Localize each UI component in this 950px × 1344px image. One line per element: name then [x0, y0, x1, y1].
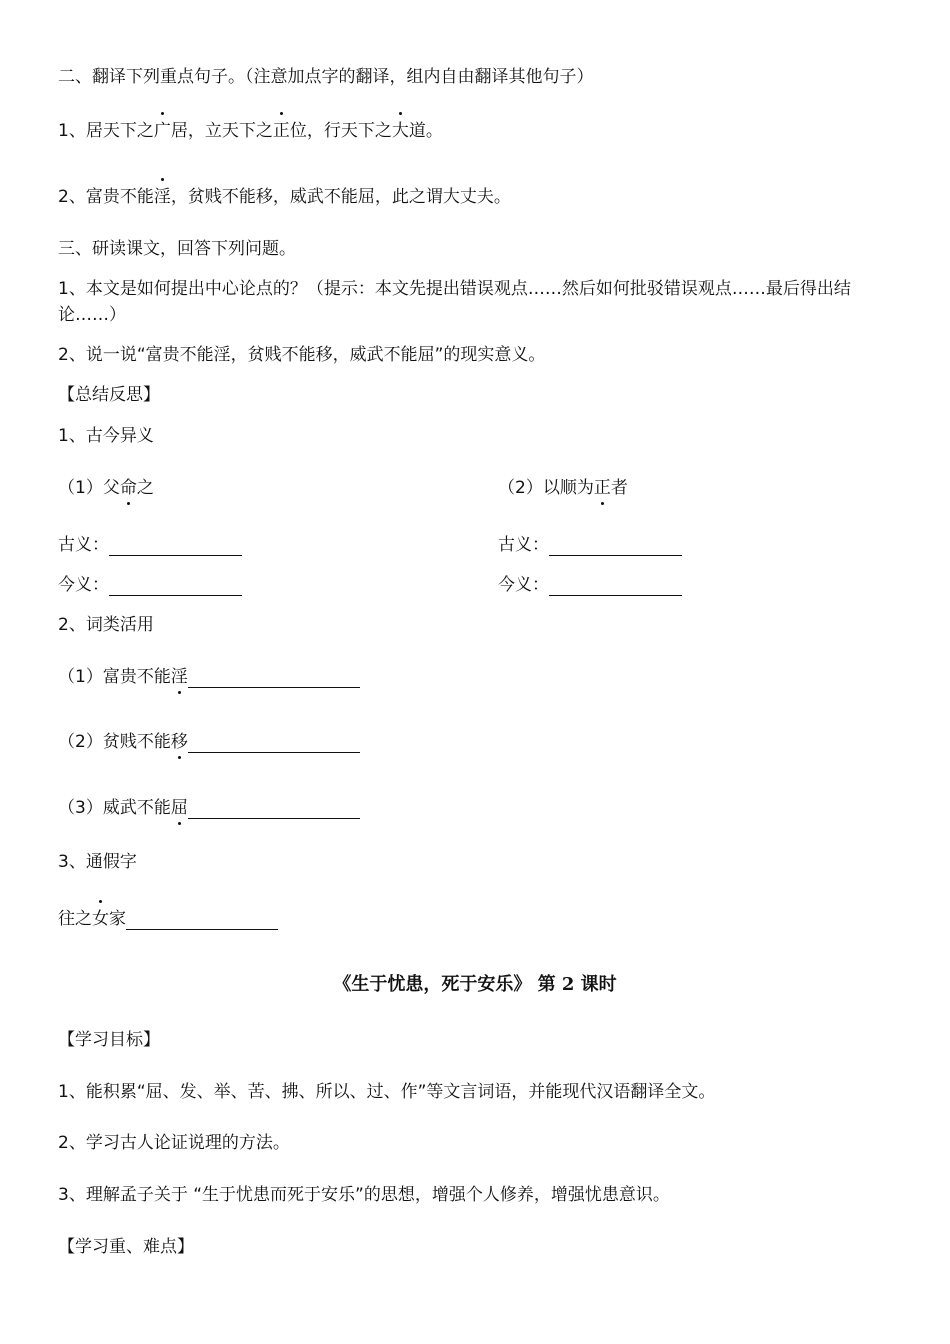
goal-3: 3、理解孟子关于 “生于忧患而死于安乐”的思想，增强个人修养，增强忧患意识。	[58, 1185, 670, 1205]
goals-heading: 【学习目标】	[58, 1030, 160, 1050]
label: 古义：	[58, 535, 109, 555]
answer-blank[interactable]	[109, 537, 242, 556]
sentence-1	[58, 120, 443, 142]
goal-1: 1、能积累“屈、发、举、苦、拂、所以、过、作”等文言词语，并能现代汉语翻译全文。	[58, 1082, 716, 1102]
dotted-char: 正	[272, 121, 290, 141]
loan-char-item	[58, 908, 278, 930]
sentence-1-part: 位，行天下之	[289, 121, 392, 141]
sentence-2-part: ，贫贱不能移，威武不能屈，此之谓大丈夫。	[170, 187, 511, 207]
section-2-heading: 二、翻译下列重点句子。（注意加点字的翻译，组内自由翻译其他句子）	[58, 67, 594, 87]
modern-meaning-1	[58, 574, 242, 596]
word-class-heading: 2、词类活用	[58, 615, 154, 635]
item-text: （2）贫贱不能	[58, 732, 171, 752]
sentence-1-part: 1、居天下之	[58, 121, 154, 141]
question-1: 1、本文是如何提出中心论点的？（提示：本文先提出错误观点……然后如何批驳错误观点……最后得出结论……）	[58, 279, 851, 325]
label: 今义：	[58, 575, 109, 595]
meaning-item-1	[58, 477, 154, 499]
dotted-char: 命	[119, 478, 137, 498]
loan-char-heading: 3、通假字	[58, 852, 137, 872]
answer-blank[interactable]	[109, 577, 242, 596]
answer-blank[interactable]	[188, 800, 360, 819]
sentence-2	[58, 186, 511, 208]
item-text: 往之	[58, 909, 92, 929]
sentence-1-part: 居，立天下之	[170, 121, 273, 141]
dotted-char: 淫	[170, 667, 188, 687]
ancient-modern-heading: 1、古今异义	[58, 426, 154, 446]
question-2: 2、说一说“富贵不能淫，贫贱不能移，威武不能屈”的现实意义。	[58, 345, 546, 365]
lesson-title: 《生于忧患，死于安乐》 第 2 课时	[333, 974, 617, 995]
summary-heading: 【总结反思】	[58, 385, 160, 405]
dotted-char: 屈	[170, 798, 188, 818]
dotted-char: 广	[153, 121, 171, 141]
modern-meaning-2	[498, 574, 682, 596]
word-class-2	[58, 731, 360, 753]
word-class-1	[58, 666, 360, 688]
sentence-2-part: 2、富贵不能	[58, 187, 154, 207]
meaning-item-2	[498, 477, 628, 499]
answer-blank[interactable]	[188, 669, 360, 688]
answer-blank[interactable]	[549, 577, 682, 596]
answer-blank[interactable]	[126, 911, 278, 930]
dotted-char: 正	[593, 478, 611, 498]
goal-2: 2、学习古人论证说理的方法。	[58, 1133, 290, 1153]
dotted-char: 移	[170, 732, 188, 752]
item-text: 者	[610, 478, 628, 498]
dotted-char: 淫	[153, 187, 171, 207]
item-text: 之	[136, 478, 154, 498]
dotted-char: 大	[391, 121, 409, 141]
item-text: （2）以顺为	[498, 478, 594, 498]
answer-blank[interactable]	[549, 537, 682, 556]
section-3-heading: 三、研读课文，回答下列问题。	[58, 239, 296, 259]
label: 古义：	[498, 535, 549, 555]
word-class-3	[58, 797, 360, 819]
key-points-heading: 【学习重、难点】	[58, 1237, 194, 1257]
answer-blank[interactable]	[188, 734, 360, 753]
label: 今义：	[498, 575, 549, 595]
sentence-1-part: 道。	[408, 121, 443, 141]
item-text: （3）威武不能	[58, 798, 171, 818]
item-text: （1）富贵不能	[58, 667, 171, 687]
dotted-char: 女	[92, 909, 109, 929]
ancient-meaning-1	[58, 534, 242, 556]
ancient-meaning-2	[498, 534, 682, 556]
item-text: （1）父	[58, 478, 120, 498]
item-text: 家	[109, 909, 126, 929]
